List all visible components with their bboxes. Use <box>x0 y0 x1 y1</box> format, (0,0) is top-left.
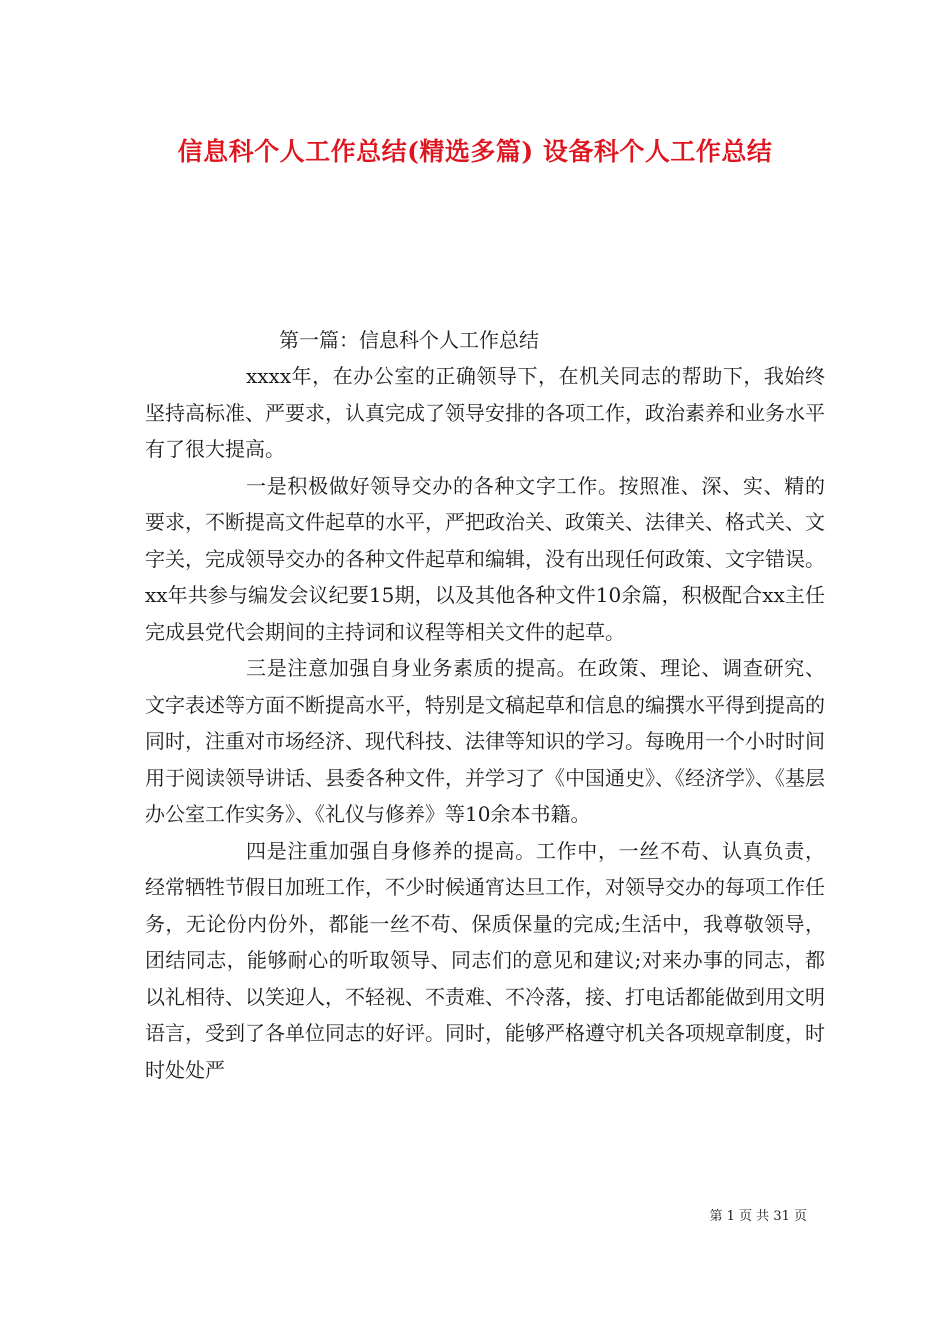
paragraph-point-four: 四是注重加强自身修养的提高。工作中，一丝不苟、认真负责，经常牺牲节假日加班工作，不少时候通宵达旦工作，对领导交办的每项工作任务，无论份内份外，都能一丝不苟、保质保量的完成;生活中，我尊敬领导，团结同志，能够耐心的听取领导、同志们的意见和建议;对来办事的同志，都以礼相待、以笑迎人，不轻视、不责难、不冷落，接、打电话都能做到用文明语言，受到了各单位同志的好评。同时，能够严格遵守机关各项规章制度，时时处处严 <box>145 838 825 1082</box>
page-title: 信息科个人工作总结(精选多篇) 设备科个人工作总结 <box>177 137 773 166</box>
page-number-footer: 第 1 页 共 31 页 <box>709 1209 807 1224</box>
section-heading: 第一篇：信息科个人工作总结 <box>279 328 539 352</box>
paragraph-intro: xxxx年，在办公室的正确领导下，在机关同志的帮助下，我始终坚持高标准、严要求，认真完成了领导安排的各项工作，政治素养和业务水平有了很大提高。 <box>145 364 825 461</box>
paragraph-point-one: 一是积极做好领导交办的各种文字工作。按照准、深、实、精的要求，不断提高文件起草的水平，严把政治关、政策关、法律关、格式关、文字关，完成领导交办的各种文件起草和编辑，没有出现任何政策、文字错误。xx年共参与编发会议纪要15期，以及其他各种文件10余篇，积极配合xx主任完成县党代会期间的主持词和议程等相关文件的起草。 <box>145 473 825 644</box>
document-body <box>145 322 825 1088</box>
paragraph-point-three: 三是注意加强自身业务素质的提高。在政策、理论、调查研究、文字表述等方面不断提高水平，特别是文稿起草和信息的编撰水平得到提高的同时，注重对市场经济、现代科技、法律等知识的学习。每晚用一个小时时间用于阅读领导讲话、县委各种文件，并学习了《中国通史》、《经济学》、《基层办公室工作实务》、《礼仪与修养》等10余本书籍。 <box>145 656 825 826</box>
